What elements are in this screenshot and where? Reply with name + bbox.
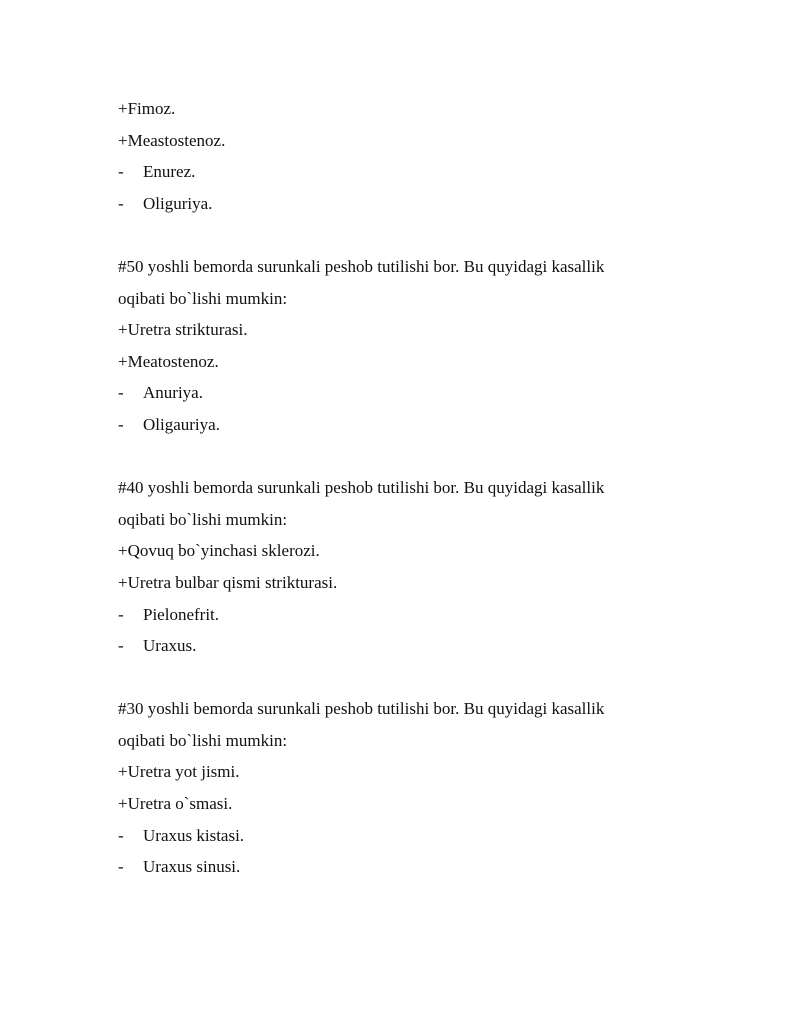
bullet-dash: - bbox=[118, 636, 124, 656]
wrong-answer bbox=[118, 630, 678, 662]
wrong-answer-text: Oligauriya. bbox=[143, 414, 220, 434]
wrong-answer bbox=[118, 156, 678, 188]
wrong-answer bbox=[118, 599, 678, 631]
question-text: #30 yoshli bemorda surunkali peshob tutilishi bor. Bu quyidagi kasallik bbox=[118, 699, 605, 719]
correct-answer: +Qovuq bo`yinchasi sklerozi. bbox=[118, 541, 320, 561]
bullet-dash: - bbox=[118, 162, 124, 182]
question-text: #40 yoshli bemorda surunkali peshob tutilishi bor. Bu quyidagi kasallik bbox=[118, 478, 605, 498]
wrong-answer bbox=[118, 851, 678, 883]
bullet-dash: - bbox=[118, 414, 124, 434]
question-text: oqibati bo`lishi mumkin: bbox=[118, 288, 288, 308]
wrong-answer bbox=[118, 188, 678, 220]
wrong-answer bbox=[118, 377, 678, 409]
wrong-answer-text: Pielonefrit. bbox=[143, 604, 220, 624]
correct-answer: +Uretra o`smasi. bbox=[118, 794, 233, 814]
wrong-answer bbox=[118, 820, 678, 852]
correct-answer: +Fimoz. bbox=[118, 99, 176, 118]
bullet-dash: - bbox=[118, 857, 124, 877]
question-text: #50 yoshli bemorda surunkali peshob tutilishi bor. Bu quyidagi kasallik bbox=[118, 256, 605, 276]
wrong-answer-text: Uraxus. bbox=[143, 636, 197, 656]
correct-answer: +Meastostenoz. bbox=[118, 130, 226, 150]
question-text: oqibati bo`lishi mumkin: bbox=[118, 730, 288, 750]
bullet-dash: - bbox=[118, 604, 124, 624]
wrong-answer-text: Enurez. bbox=[143, 162, 196, 182]
wrong-answer-text: Anuriya. bbox=[143, 383, 203, 403]
wrong-answer-text: Oliguriya. bbox=[143, 193, 213, 213]
correct-answer: +Uretra bulbar qismi strikturasi. bbox=[118, 572, 338, 592]
wrong-answer bbox=[118, 409, 678, 441]
wrong-answer-text: Uraxus kistasi. bbox=[143, 825, 245, 845]
wrong-answer-text: Uraxus sinusi. bbox=[143, 857, 241, 877]
bullet-dash: - bbox=[118, 383, 124, 403]
question-text: oqibati bo`lishi mumkin: bbox=[118, 509, 288, 529]
correct-answer: +Uretra strikturasi. bbox=[118, 320, 248, 340]
answer-block bbox=[118, 93, 678, 219]
bullet-dash: - bbox=[118, 193, 124, 213]
correct-answer: +Uretra yot jismi. bbox=[118, 762, 240, 782]
question-block bbox=[118, 693, 678, 883]
bullet-dash: - bbox=[118, 825, 124, 845]
question-block bbox=[118, 251, 678, 441]
document-content bbox=[118, 93, 678, 883]
correct-answer: +Meatostenoz. bbox=[118, 351, 219, 371]
question-block bbox=[118, 472, 678, 662]
